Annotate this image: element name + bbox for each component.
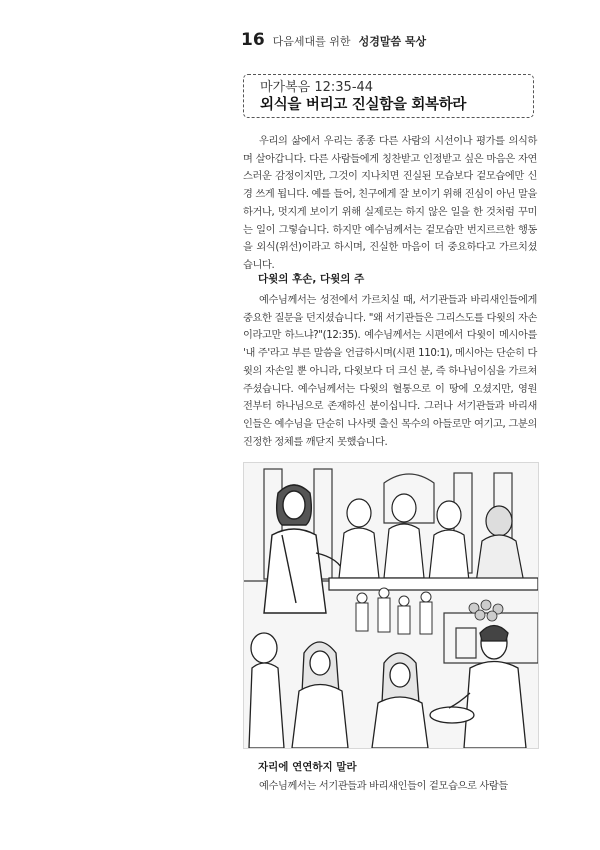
illustration-drawing xyxy=(244,463,538,748)
scripture-reference: 마가복음 12:35-44 xyxy=(260,80,374,95)
book-title: 성경말씀 묵상 xyxy=(358,35,427,48)
closing-paragraph xyxy=(243,778,537,796)
scripture-title-box xyxy=(243,74,534,118)
running-header xyxy=(241,30,426,50)
illustration-jesus-temple xyxy=(243,462,539,749)
closing-paragraph-text: 예수님께서는 서기관들과 바리새인들이 겉모습으로 사람들 xyxy=(259,781,508,792)
intro-paragraph-text: 우리의 삶에서 우리는 종종 다른 사람의 시선이나 평가를 의식하며 살아갑니다. 다른 사람들에게 칭찬받고 인정받고 싶은 마음은 자연스러운 감정이지만, 그것이 지나치면 진실된 모습보다 겉모습에만 신경 쓰게 됩니다. 예를 들어, 친구에게 잘 보이기 위해 진심이 아닌 말을 하거나, 멋지게 보이기 위해 실제로는 하지 않은 일을 한 것처럼 꾸미는 일이 그렇습니다. 하지만 예수님께서는 겉모습만 번지르르한 행동을 외식(위선)이라고 하시며, 진실한 마음이 더 중요하다고 가르치셨습니다. xyxy=(243,136,537,271)
page-number: 16 xyxy=(241,30,265,50)
section-heading-2: 자리에 연연하지 말라 xyxy=(258,761,357,773)
chapter-title: 외식을 버리고 진실함을 회복하라 xyxy=(260,97,467,113)
intro-paragraph xyxy=(243,133,537,275)
book-title-prefix: 다음세대를 위한 xyxy=(272,35,351,48)
body-paragraph xyxy=(243,292,537,451)
section-heading-1: 다윗의 후손, 다윗의 주 xyxy=(258,273,365,285)
body-paragraph-text: 예수님께서는 성전에서 가르치실 때, 서기관들과 바리새인들에게 중요한 질문을 던지셨습니다. "왜 서기관들은 그리스도를 다윗의 자손이라고만 하느냐?"(12:35). 예수님께서는 시편에서 다윗이 메시아를 '내 주'라고 부른 말씀을 언급하시며(시편 110:1), 메시아는 단순히 다윗의 자손일 뿐 아니라, 다윗보다 더 크신 분, 즉 하나님이심을 가르쳐 주셨습니다. 예수님께서는 다윗의 혈통으로 이 땅에 오셨지만, 영원 전부터 하나님으로 존재하신 분이십니다. 그러나 서기관들과 바리새인들은 예수님을 단순히 나사렛 출신 목수의 아들로만 여기고, 그분의 진정한 정체를 깨닫지 못했습니다. xyxy=(243,295,537,448)
